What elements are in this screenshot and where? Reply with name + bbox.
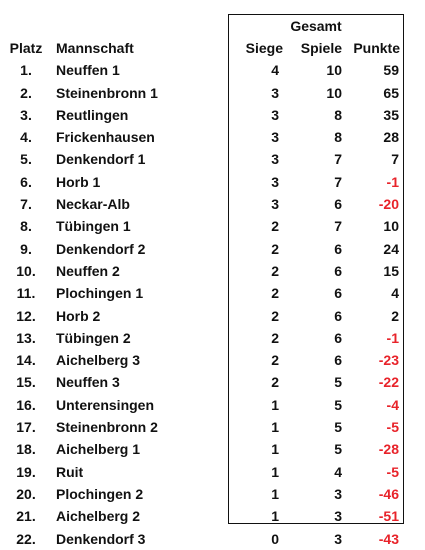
cell-platz: 16. bbox=[16, 396, 36, 413]
cell-spiele: 6 bbox=[334, 196, 342, 213]
cell-spiele: 7 bbox=[334, 173, 342, 190]
cell-spiele: 3 bbox=[334, 508, 342, 525]
cell-spiele: 6 bbox=[334, 285, 342, 302]
cell-platz: 19. bbox=[16, 463, 36, 480]
cell-mannschaft: Plochingen 1 bbox=[56, 285, 144, 302]
cell-punkte: 59 bbox=[383, 62, 399, 79]
cell-mannschaft: Neckar-Alb bbox=[56, 196, 130, 213]
cell-platz: 8. bbox=[20, 218, 32, 235]
cell-spiele: 10 bbox=[326, 84, 342, 101]
table-row bbox=[0, 282, 404, 304]
column-header-mannschaft: Mannschaft bbox=[56, 40, 134, 56]
cell-punkte: -46 bbox=[378, 485, 399, 502]
cell-platz: 20. bbox=[16, 485, 36, 502]
cell-siege: 1 bbox=[271, 485, 279, 502]
cell-siege: 3 bbox=[271, 129, 279, 146]
cell-platz: 15. bbox=[16, 374, 36, 391]
cell-mannschaft: Steinenbronn 2 bbox=[56, 419, 158, 436]
cell-spiele: 10 bbox=[326, 62, 342, 79]
cell-punkte: 65 bbox=[383, 84, 399, 101]
cell-spiele: 7 bbox=[334, 151, 342, 168]
column-header-siege: Siege bbox=[245, 40, 283, 56]
standings-table bbox=[0, 37, 404, 550]
table-row bbox=[0, 148, 404, 170]
cell-mannschaft: Denkendorf 3 bbox=[56, 530, 146, 547]
cell-spiele: 5 bbox=[334, 396, 342, 413]
cell-punkte: 15 bbox=[383, 262, 399, 279]
cell-mannschaft: Aichelberg 1 bbox=[56, 441, 141, 458]
cell-punkte: -5 bbox=[386, 419, 399, 436]
cell-platz: 18. bbox=[16, 441, 36, 458]
cell-platz: 12. bbox=[16, 307, 36, 324]
cell-punkte: 7 bbox=[391, 151, 399, 168]
cell-mannschaft: Reutlingen bbox=[56, 106, 129, 123]
cell-mannschaft: Ruit bbox=[56, 463, 84, 480]
cell-mannschaft: Denkendorf 1 bbox=[56, 151, 146, 168]
cell-spiele: 3 bbox=[334, 530, 342, 547]
cell-punkte: 24 bbox=[383, 240, 399, 257]
cell-platz: 17. bbox=[16, 419, 36, 436]
table-row bbox=[0, 349, 404, 371]
cell-platz: 22. bbox=[16, 530, 36, 547]
cell-mannschaft: Tübingen 1 bbox=[56, 218, 131, 235]
column-header-platz: Platz bbox=[9, 40, 43, 56]
column-header-spiele: Spiele bbox=[300, 40, 342, 56]
cell-punkte: -43 bbox=[378, 530, 399, 547]
table-row bbox=[0, 438, 404, 460]
cell-platz: 13. bbox=[16, 329, 36, 346]
cell-spiele: 4 bbox=[334, 463, 342, 480]
cell-siege: 1 bbox=[271, 463, 279, 480]
cell-platz: 4. bbox=[20, 129, 32, 146]
table-row bbox=[0, 260, 404, 282]
cell-siege: 3 bbox=[271, 151, 279, 168]
cell-siege: 2 bbox=[271, 218, 279, 235]
cell-platz: 10. bbox=[16, 262, 36, 279]
table-row bbox=[0, 327, 404, 349]
cell-spiele: 6 bbox=[334, 240, 342, 257]
cell-mannschaft: Denkendorf 2 bbox=[56, 240, 146, 257]
cell-siege: 3 bbox=[271, 84, 279, 101]
cell-siege: 2 bbox=[271, 307, 279, 324]
table-row bbox=[0, 371, 404, 393]
cell-siege: 1 bbox=[271, 419, 279, 436]
cell-punkte: 28 bbox=[383, 129, 399, 146]
cell-punkte: -4 bbox=[386, 396, 399, 413]
cell-platz: 6. bbox=[20, 173, 32, 190]
table-row bbox=[0, 238, 404, 260]
table-row bbox=[0, 416, 404, 438]
cell-mannschaft: Horb 2 bbox=[56, 307, 101, 324]
cell-platz: 7. bbox=[20, 196, 32, 213]
cell-siege: 1 bbox=[271, 508, 279, 525]
cell-mannschaft: Tübingen 2 bbox=[56, 329, 131, 346]
cell-punkte: -28 bbox=[378, 441, 399, 458]
cell-spiele: 6 bbox=[334, 262, 342, 279]
cell-spiele: 8 bbox=[334, 106, 342, 123]
cell-siege: 3 bbox=[271, 173, 279, 190]
cell-siege: 2 bbox=[271, 262, 279, 279]
cell-platz: 3. bbox=[20, 106, 32, 123]
cell-platz: 1. bbox=[20, 62, 32, 79]
cell-platz: 11. bbox=[16, 285, 36, 302]
cell-punkte: 35 bbox=[383, 106, 399, 123]
table-header-row bbox=[0, 37, 404, 59]
cell-siege: 2 bbox=[271, 285, 279, 302]
cell-punkte: -1 bbox=[386, 173, 399, 190]
cell-platz: 2. bbox=[20, 84, 32, 101]
cell-spiele: 8 bbox=[334, 129, 342, 146]
cell-spiele: 5 bbox=[334, 441, 342, 458]
cell-spiele: 7 bbox=[334, 218, 342, 235]
cell-siege: 2 bbox=[271, 240, 279, 257]
cell-punkte: -51 bbox=[378, 508, 399, 525]
cell-siege: 3 bbox=[271, 196, 279, 213]
cell-mannschaft: Aichelberg 3 bbox=[56, 352, 141, 369]
cell-siege: 2 bbox=[271, 329, 279, 346]
cell-spiele: 6 bbox=[334, 352, 342, 369]
cell-mannschaft: Unterensingen bbox=[56, 396, 155, 413]
table-row bbox=[0, 104, 404, 126]
table-row bbox=[0, 126, 404, 148]
cell-siege: 1 bbox=[271, 441, 279, 458]
cell-mannschaft: Aichelberg 2 bbox=[56, 508, 141, 525]
cell-siege: 2 bbox=[271, 374, 279, 391]
cell-mannschaft: Neuffen 3 bbox=[56, 374, 120, 391]
cell-spiele: 3 bbox=[334, 485, 342, 502]
cell-punkte: -20 bbox=[378, 196, 399, 213]
cell-siege: 4 bbox=[271, 62, 279, 79]
cell-siege: 3 bbox=[271, 106, 279, 123]
table-row bbox=[0, 193, 404, 215]
column-header-punkte: Punkte bbox=[353, 40, 400, 56]
cell-siege: 2 bbox=[271, 352, 279, 369]
cell-siege: 1 bbox=[271, 396, 279, 413]
table-row bbox=[0, 483, 404, 505]
cell-mannschaft: Neuffen 2 bbox=[56, 262, 120, 279]
cell-punkte: 2 bbox=[391, 307, 399, 324]
cell-mannschaft: Plochingen 2 bbox=[56, 485, 144, 502]
cell-spiele: 6 bbox=[334, 329, 342, 346]
cell-platz: 5. bbox=[20, 151, 32, 168]
cell-mannschaft: Neuffen 1 bbox=[56, 62, 120, 79]
cell-punkte: -23 bbox=[378, 352, 399, 369]
cell-spiele: 5 bbox=[334, 419, 342, 436]
table-row bbox=[0, 461, 404, 483]
table-row bbox=[0, 305, 404, 327]
table-row bbox=[0, 171, 404, 193]
cell-platz: 9. bbox=[20, 240, 32, 257]
cell-mannschaft: Horb 1 bbox=[56, 173, 101, 190]
table-row bbox=[0, 82, 404, 104]
table-row bbox=[0, 505, 404, 527]
standings-body bbox=[0, 59, 404, 550]
table-row bbox=[0, 528, 404, 550]
cell-punkte: -1 bbox=[386, 329, 399, 346]
cell-punkte: -5 bbox=[386, 463, 399, 480]
cell-siege: 0 bbox=[271, 530, 279, 547]
gesamt-group-label: Gesamt bbox=[290, 18, 342, 34]
table-row bbox=[0, 394, 404, 416]
cell-platz: 21. bbox=[16, 508, 36, 525]
cell-punkte: 10 bbox=[383, 218, 399, 235]
cell-spiele: 6 bbox=[334, 307, 342, 324]
cell-spiele: 5 bbox=[334, 374, 342, 391]
table-row bbox=[0, 59, 404, 81]
cell-punkte: -22 bbox=[378, 374, 399, 391]
cell-punkte: 4 bbox=[391, 285, 399, 302]
cell-mannschaft: Frickenhausen bbox=[56, 129, 155, 146]
cell-mannschaft: Steinenbronn 1 bbox=[56, 84, 158, 101]
cell-platz: 14. bbox=[16, 352, 36, 369]
table-row bbox=[0, 215, 404, 237]
